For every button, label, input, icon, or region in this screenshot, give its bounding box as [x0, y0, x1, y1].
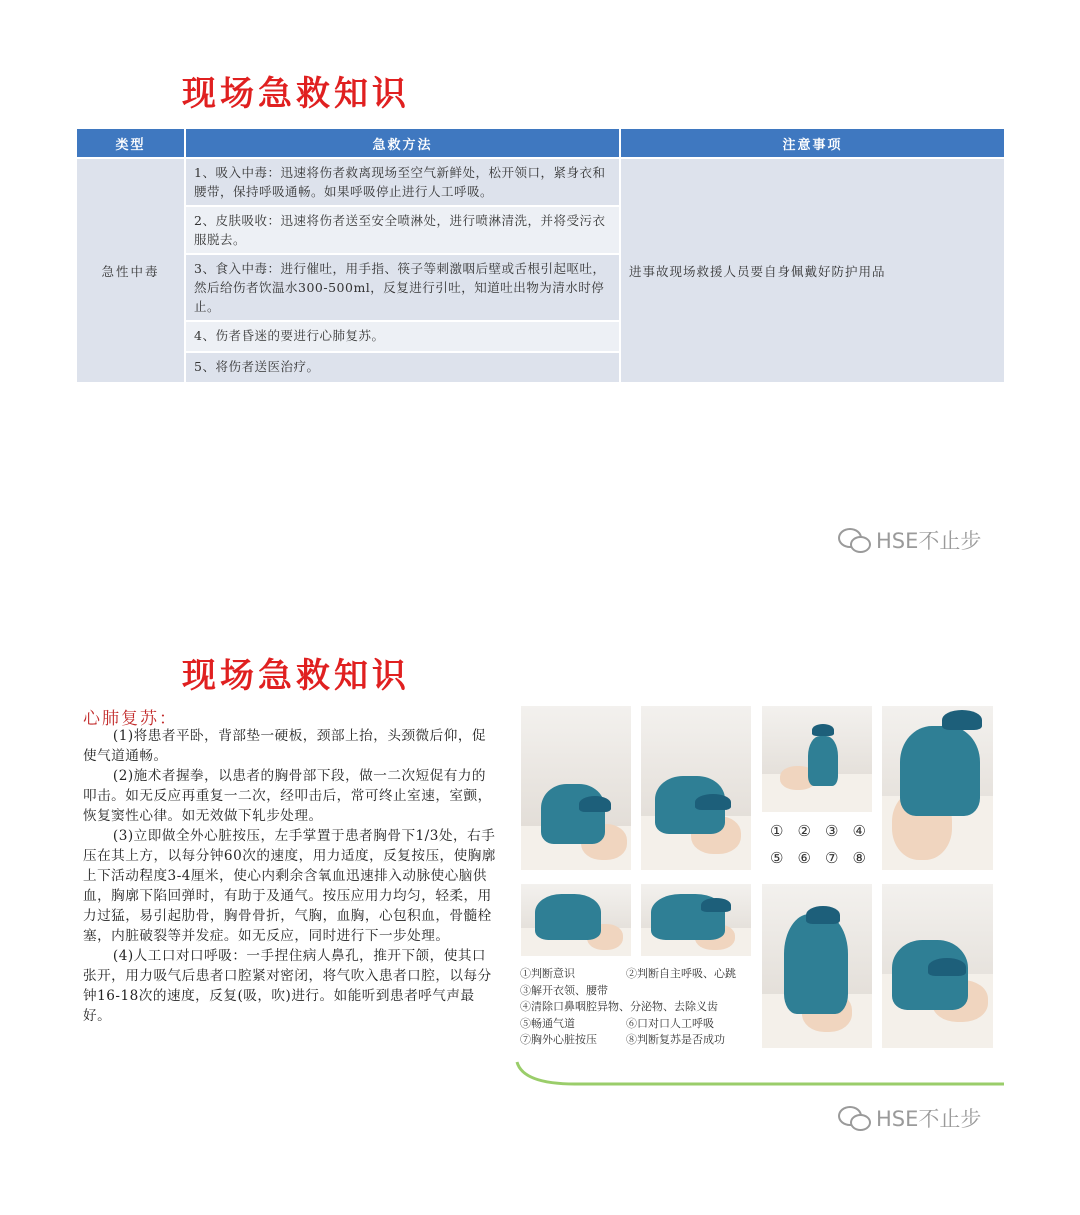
cpr-photo-7 [762, 884, 872, 1048]
first-aid-table [75, 127, 1006, 384]
legend-item: ⑧判断复苏是否成功 [626, 1033, 725, 1046]
legend-item: ②判断自主呼吸、心跳 [626, 967, 736, 980]
note-cell: 进事故现场救援人员要自身佩戴好防护用品 [620, 158, 1005, 383]
legend-item: ①判断意识 [520, 967, 575, 980]
step-number: ③ [825, 822, 839, 840]
cpr-photo-2 [641, 706, 751, 870]
method-item: 3、食入中毒：进行催吐，用手指、筷子等刺激咽后壁或舌根引起呕吐，然后给伤者饮温水300-500ml，反复进行引吐，知道吐出物为清水时停止。 [186, 255, 619, 322]
cpr-photo-1 [521, 706, 631, 870]
wechat-icon [838, 1106, 870, 1130]
legend-row [520, 1032, 755, 1049]
cpr-instructions [83, 726, 497, 1026]
cpr-paragraph: (3)立即做全外心脏按压，左手掌置于患者胸骨下1/3处，右手压在其上方，以每分钟60次的速度，用力适度，反复按压，使胸廓上下活动程度3-4厘米，使心内剩余含氧血迅速排入动脉使心脑供血，胸廓下陷回弹时，有助于及通气。按压应用力均匀，轻柔，用力过猛，易引起肋骨，胸骨骨折，气胸，血胸，心包积血，骨髓栓塞，内脏破裂等并发症。如无反应，同时进行下一步处理。 [83, 828, 496, 944]
cpr-paragraph: (2)施术者握拳，以患者的胸骨部下段，做一二次短促有力的叩击。如无反应再重复一二次，经叩击后，常可终止室速，室颤，恢复窦性心律。如无效做下轧步处理。 [83, 768, 492, 824]
step-number: ① [770, 822, 784, 840]
cpr-photo-3 [762, 706, 872, 812]
method-item: 2、皮肤吸收：迅速将伤者送至安全喷淋处，进行喷淋清洗，并将受污衣服脱去。 [186, 207, 619, 255]
legend-row [520, 983, 755, 1000]
slide1-title: 现场急救知识 [182, 74, 410, 114]
header-method: 急救方法 [185, 128, 620, 158]
method-item: 1、吸入中毒：迅速将伤者救离现场至空气新鲜处，松开领口，紧身衣和腰带，保持呼吸通畅。如果呼吸停止进行人工呼吸。 [186, 159, 619, 207]
cpr-photo-4 [882, 706, 993, 870]
cpr-photo-5 [521, 884, 631, 956]
cpr-heading: 心肺复苏： [83, 709, 178, 729]
step-number-grid [763, 822, 873, 870]
step-number: ⑧ [852, 849, 866, 867]
legend-row [520, 1016, 755, 1033]
legend-item: ⑥口对口人工呼吸 [626, 1016, 714, 1030]
step-legend [520, 966, 755, 1049]
slide2-title: 现场急救知识 [182, 656, 410, 696]
header-type: 类型 [76, 128, 185, 158]
legend-item: ④清除口鼻咽腔异物、分泌物、去除义齿 [520, 1000, 718, 1013]
method-item: 5、将伤者送医治疗。 [194, 359, 320, 374]
step-number: ⑥ [797, 849, 811, 867]
watermark [838, 525, 981, 555]
type-cell: 急性中毒 [76, 158, 185, 383]
legend-item: ⑦胸外心脏按压 [520, 1033, 597, 1046]
step-number: ② [797, 822, 811, 840]
header-notes: 注意事项 [620, 128, 1005, 158]
method-item: 4、伤者昏迷的要进行心肺复苏。 [186, 322, 619, 353]
table-row [76, 158, 1005, 383]
cpr-photo-6 [641, 884, 751, 956]
step-number: ⑤ [770, 849, 784, 867]
legend-item: ③解开衣领、腰带 [520, 983, 608, 997]
legend-item: ⑤畅通气道 [520, 1016, 575, 1030]
method-cell [185, 158, 620, 383]
wechat-icon [838, 528, 870, 552]
step-number: ⑦ [825, 849, 839, 867]
legend-row [520, 999, 755, 1016]
watermark-text: HSE不止步 [876, 529, 982, 553]
legend-row [520, 966, 755, 983]
table-header-row [76, 128, 1005, 158]
cpr-paragraph: (4)人工口对口呼吸：一手捏住病人鼻孔，推开下颌，使其口张开，用力吸气后患者口腔紧对密闭，将气吹入患者口腔，以每分钟16-18次的速度，反复(吸，吹)进行。如能听到患者呼气声最好。 [83, 948, 492, 1024]
cpr-photo-8 [882, 884, 993, 1048]
cpr-paragraph: (1)将患者平卧，背部垫一硬板，颈部上抬，头颈微后仰，促使气道通畅。 [83, 728, 487, 764]
step-number: ④ [852, 822, 866, 840]
watermark [838, 1103, 981, 1133]
watermark-text: HSE不止步 [876, 1107, 982, 1131]
